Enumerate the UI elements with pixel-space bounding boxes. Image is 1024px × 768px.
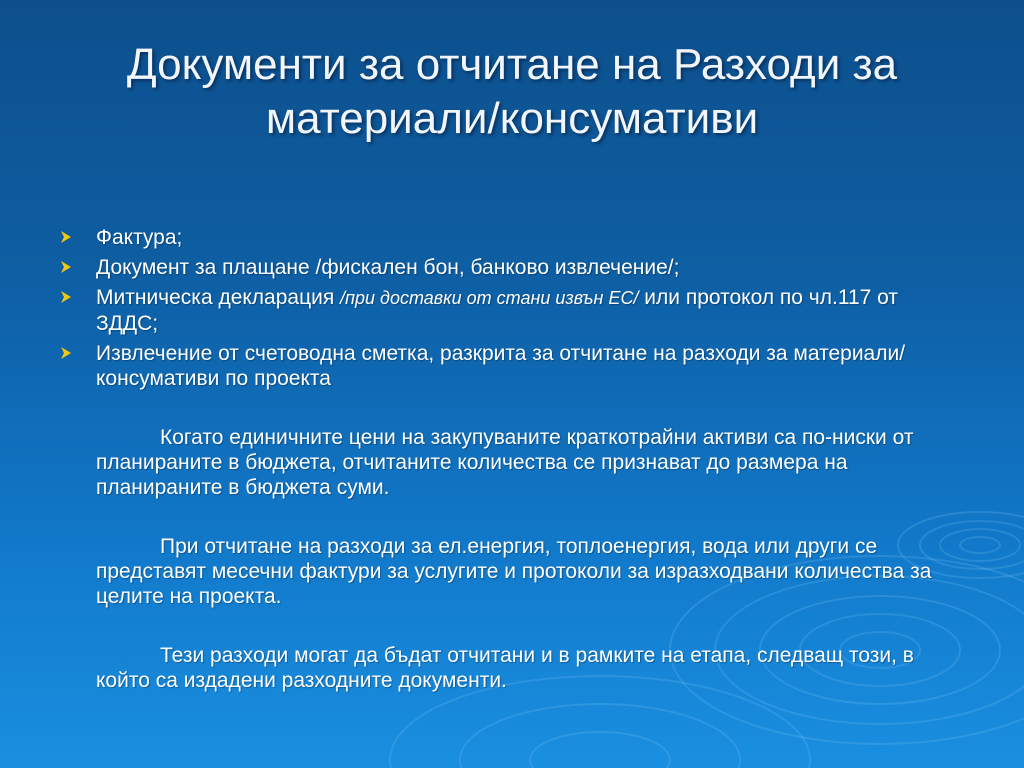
title-line-1: Документи за отчитане на Разходи за [126, 40, 898, 89]
bullet-text: Документ за плащане /фискален бон, банково извлечение/; [96, 256, 680, 279]
page-title [60, 38, 964, 146]
arrowhead-bullet-icon [58, 286, 74, 308]
slide-body [58, 225, 958, 693]
arrowhead-bullet-icon [58, 226, 74, 248]
bullet-text: или протокол по чл.117 от ЗДДС; [96, 286, 898, 335]
bullet-list [58, 225, 958, 391]
body-paragraph: Когато единичните цени на закупуваните краткотрайни активи са по-ниски от планираните в бюджета, отчитаните количества се признават до размера на планираните в бюджета суми. [96, 426, 914, 499]
bullet-item [58, 225, 958, 250]
body-paragraph: При отчитане на разходи за ел.енергия, топлоенергия, вода или други се представят месечни фактури за услугите и протоколи за изразходвани количества за целите на проекта. [96, 535, 932, 608]
arrowhead-bullet-icon [58, 342, 74, 364]
bullet-text: Митническа декларация [96, 286, 341, 309]
body-paragraph: Тези разходи могат да бъдат отчитани и в рамките на етапа, следващ този, в който са издадени разходните документи. [96, 644, 914, 692]
title-line-2: материали/консумативи [265, 94, 759, 143]
bullet-text: Извлечение от счетоводна сметка, разкрита за отчитане на разходи за материали/консумативи по проекта [96, 342, 906, 390]
bullet-italic-note: /при доставки от стани извън ЕС/ [340, 288, 639, 308]
bullet-item [58, 285, 958, 336]
bullet-text: Фактура; [96, 226, 183, 249]
bullet-item [58, 341, 958, 391]
arrowhead-bullet-icon [58, 256, 74, 278]
bullet-item [58, 255, 958, 280]
